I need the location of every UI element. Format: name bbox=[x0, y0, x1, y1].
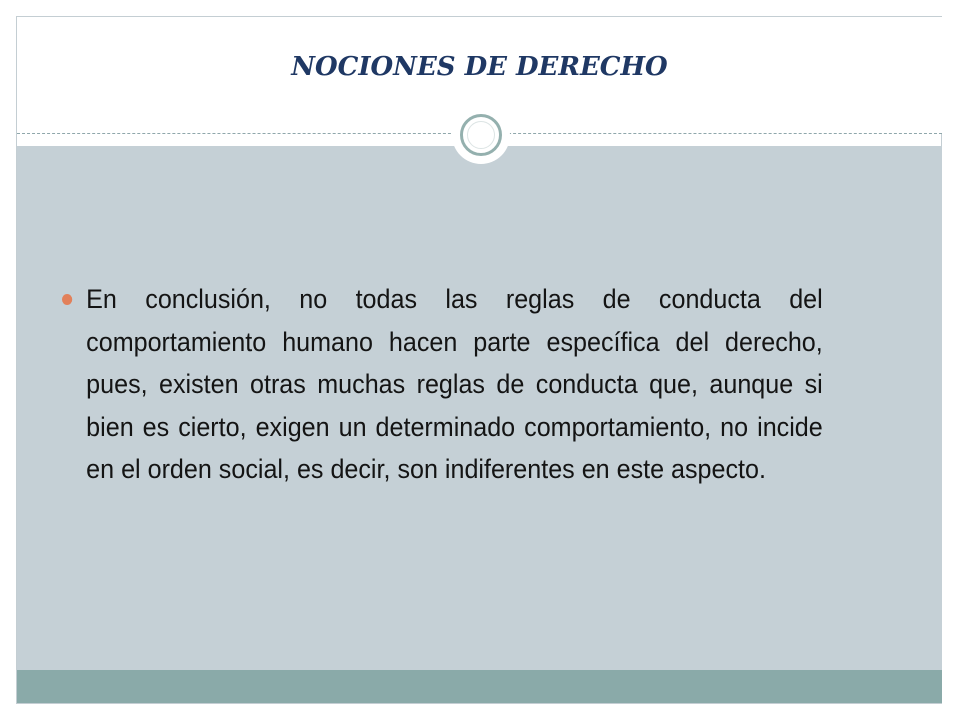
circle-ring-icon bbox=[452, 106, 510, 164]
bullet-list bbox=[62, 278, 824, 491]
bullet-dot-icon bbox=[62, 294, 72, 305]
footer-band bbox=[17, 670, 942, 703]
ornament-ring bbox=[460, 114, 502, 156]
bullet-item bbox=[62, 278, 823, 491]
ornament-ring-inner bbox=[467, 121, 495, 149]
bullet-text: En conclusión, no todas las reglas de conducta del comportamiento humano hacen parte específica del derecho, pues, existen otras muchas reglas de conducta que, aunque si bien es cierto, exigen un determinado comportamiento, no incide en el orden social, es decir, son indiferentes en este aspecto. bbox=[86, 284, 823, 484]
slide-title: NOCIONES DE DERECHO bbox=[291, 52, 668, 82]
